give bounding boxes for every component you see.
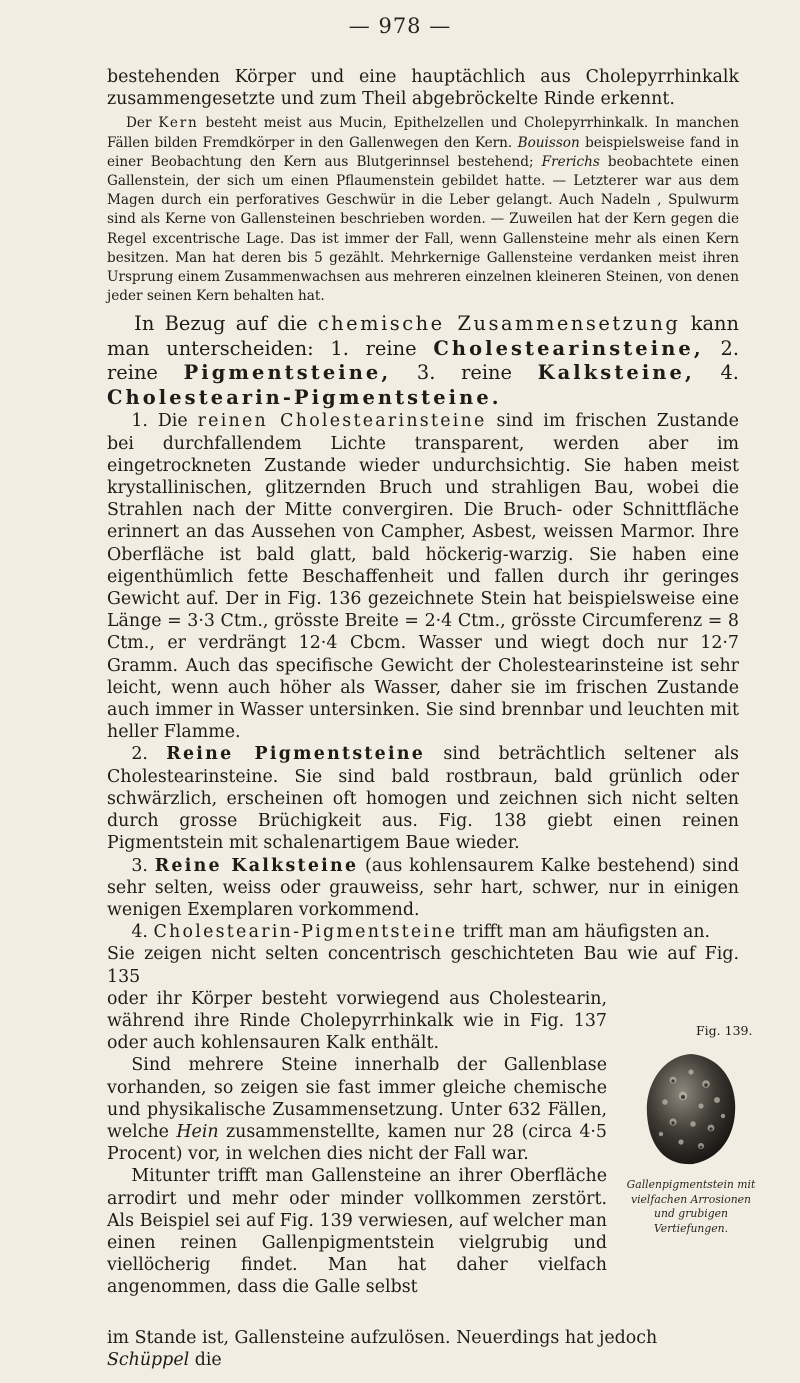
classification-paragraph [107,312,739,410]
s4-text: oder ihr Körper besteht vorwiegend aus Cholestearin, während ihre Rinde Cholepyrrhinkalk wie in Fig. 137 oder auch kohlensauren Kalk enthält. [107,988,607,1054]
s1-text: sind im frischen Zustande bei durchfallendem Lichte transparent, werden aber im eingetrockneten Zustande wieder undurchsichtig. Sie haben meist krystallinischen, glitzernden Bruch und strahligen Bau, wobei die Strahlen nach der Mitte convergiren. Die Bruch- oder Schnittfläche erinnert an das Aussehen von Campher, Asbest, weissen Marmor. Ihre Oberfläche ist bald glatt, bald höckerig-warzig. Sie haben eine eigenthümlich fette Beschaffenheit und fallen durch ihr geringes Gewicht auf. Der in Fig. 136 gezeichnete Stein hat beispielsweise eine Länge = 3·3 Ctm., grösste Breite = 2·4 Ctm., grösste Circumferenz = 8 Ctm., er verdrängt 12·4 Cbcm. Wasser und wiegt doch nur 12·7 Gramm. Auch das specifische Gewicht der Cholestearinsteine ist sehr leicht, wenn auch höher als Wasser, daher sie im frischen Zustande auch immer in Wasser untersinken. Sie sind brennbar und leuchten mit heller Flamme. [107,411,739,743]
figure-label: Fig. 139. [696,1023,753,1038]
note-text-2: beispielsweise fand in einer Beobachtung den Kern aus Blutgerinnsel bestehend; [107,134,739,170]
heading-text-2: 2. reine [107,336,739,385]
s1-num: 1. Die [131,411,188,432]
heading-text-3: 3. reine [416,361,512,385]
section-3 [107,855,739,922]
s4-num: 4. [131,922,148,943]
p5-text-1: Sind mehrere Steine innerhalb der Gallenblase vorhanden, so zeigen sie fast immer gleiche chemische und physikalische Zusammensetzung. Unter 632 Fällen, welche [107,1055,607,1142]
section-1 [107,410,739,743]
s3-num: 3. [131,855,148,876]
last-line [107,1327,739,1371]
figure-caption: Gallenpigmentstein mit vielfachen Arrosionen und grubigen Vertiefungen. [626,1178,756,1235]
figure-139 [626,1023,756,1236]
note-text-3: beobachtete einen Gallenstein, der sich um einen Pflaumenstein gebildet hatte. — Letzterer war aus dem Magen durch ein perforatives Geschwür in die Leber gelangt. Auch Nadeln , Spulwurm sind als Kerne von Gallensteinen beschrieben worden. — Zuweilen hat der Kern gegen die Regel excentrische Lage. Das ist immer der Fall, wenn Gallensteine mehr als einen Kern besitzen. Man hat deren bis 5 gezählt. Mehrkernige Gallensteine verdanken meist ihren Ursprung einem Zusammenwachsen aus mehreren einzelnen kleineren Steinen, von denen jeder seinen Kern behalten hat. [107,153,740,305]
heading-text-1: kann man unterscheiden: 1. reine [107,312,739,360]
class-pigment: Pigmentsteine, [183,361,392,385]
author-bouisson: Bouisson [517,134,580,151]
intro-text: bestehenden Körper und eine hauptächlich aus Cholepyrrhinkalk zusammengesetzte und zum Theil abgebröckelte Rinde erkennt. [107,67,739,110]
s1-term: reinen Cholestearinsteine [197,411,487,432]
section-2 [107,743,739,854]
p6-last-a: im Stande ist, Gallensteine aufzulösen. Neuerdings hat jedoch [107,1328,658,1348]
section-4 [107,921,739,943]
author-schueppel: Schüppel [107,1350,190,1371]
s4-line1-rest: trifft man am häufigsten an. [462,922,711,943]
paragraph-arrosion [107,1165,607,1298]
paragraph-hein [107,1054,607,1165]
section-4-line2 [107,943,739,987]
s3-term: Reine Kalksteine [154,855,359,876]
p6-last-b: die [194,1350,222,1371]
section-4-rest [107,988,607,1055]
s4-line2: Sie zeigen nicht selten concentrisch geschichteten Bau wie auf Fig. 135 [107,944,739,987]
heading-lead: In Bezug auf die [134,312,308,336]
p6-text: Mitunter trifft man Gallensteine an ihrer Oberfläche arrodirt und mehr oder minder vollkommen zerstört. Als Beispiel sei auf Fig. 139 verwiesen, auf welcher man einen reinen Gallenpigmentstein vielgrubig und viellöcherig findet. Man hat daher vielfach angenommen, dass die Galle selbst [107,1166,607,1298]
s3-text: (aus kohlensaurem Kalke bestehend) sind sehr selten, weiss oder grauweiss, sehr hart, schwer, nur in einigen wenigen Exemplaren vorkommend. [107,855,740,920]
gallstone-illustration [626,1050,756,1172]
s4-term: Cholestearin-Pigmentsteine [153,922,458,943]
footnote-kern [107,114,739,306]
class-kalk: Kalksteine, [537,361,695,385]
gallstone-drawing [643,1050,739,1168]
class-mixed: Cholestearin-Pigmentsteine. [107,385,502,409]
heading-term: chemische Zusammensetzung [317,312,681,336]
intro-paragraph [107,66,739,110]
note-text-1: besteht meist aus Mucin, Epithelzellen und Cholepyrrhinkalk. In manchen Fällen bilden Fremdkörper in den Gallenwegen den Kern. [107,115,739,151]
author-hein: Hein [176,1121,219,1142]
s2-term: Reine Pigmentsteine [166,744,426,765]
page-number: — 978 — [348,14,452,38]
author-frerichs: Frerichs [541,153,600,170]
s2-text: sind beträchtlich seltener als Cholestearinsteine. Sie sind bald rostbraun, bald grünlich oder schwärzlich, erscheinen oft homogen und zeichnen sich nicht selten durch grosse Brüchigkeit aus. Fig. 138 giebt einen reinen Pigmentstein mit schalenartigem Baue wieder. [107,744,739,854]
note-der: Der [126,115,152,132]
s2-num: 2. [131,744,148,765]
class-cholestearin: Cholestearinsteine, [433,336,704,360]
p5-text-2: zusammenstellte, kamen nur 28 (circa 4·5 Procent) vor, in welchen dies nicht der Fall war. [107,1121,607,1165]
note-kern: Kern [158,115,199,132]
heading-text-4: 4. [720,361,739,385]
